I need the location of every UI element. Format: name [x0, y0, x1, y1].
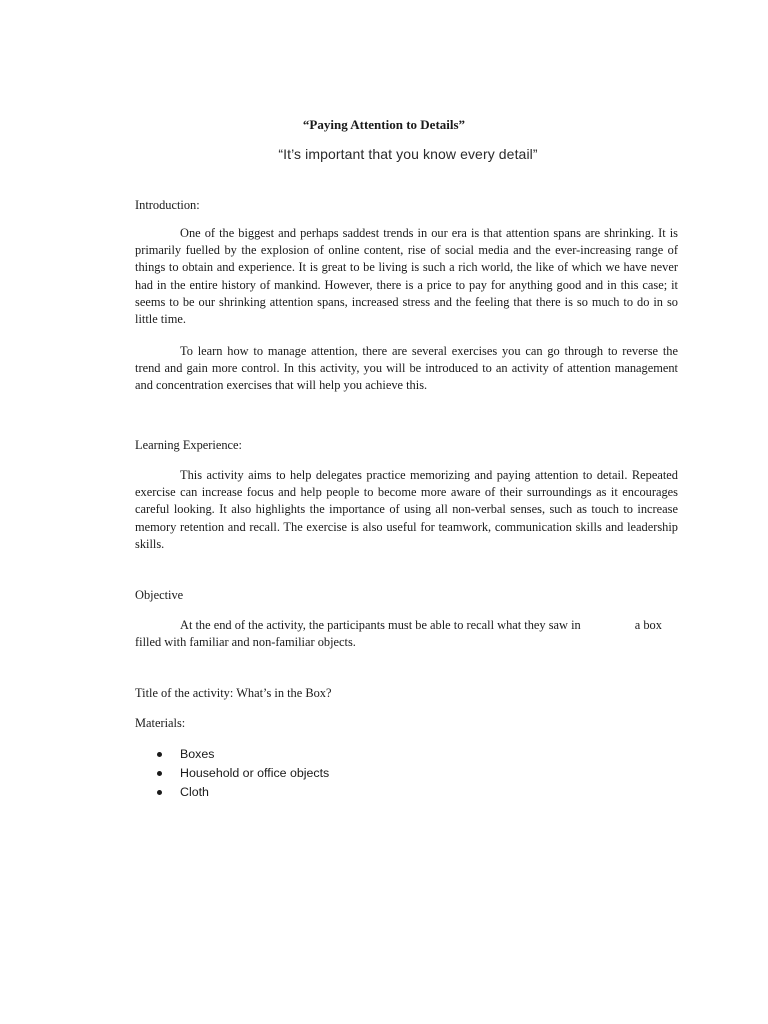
objective-text-line-2: filled with familiar and non-familiar objects.: [135, 635, 356, 649]
bullet-icon: [157, 771, 162, 776]
objective-text-part-a: At the end of the activity, the participants must be able to recall what they saw in: [180, 618, 581, 632]
introduction-heading: Introduction:: [135, 198, 200, 212]
materials-heading: Materials:: [135, 716, 186, 730]
introduction-paragraph-1: One of the biggest and perhaps saddest trends in our era is that attention spans are shrinking. It is primarily fuelled by the explosion of online content, rise of social media and the ever-increasing range of things to obtain and experience. It is great to be living is such a rich world, the like of which we have never had in the entire history of mankind. However, there is a price to pay for anything good and in this case; it seems to be our shrinking attention spans, increased stress and the feeling that there is so much to do in so little time.: [135, 226, 678, 327]
learning-experience-heading: Learning Experience:: [135, 438, 242, 452]
learning-experience-paragraph: This activity aims to help delegates practice memorizing and paying attention to detail. Repeated exercise can increase focus and help people to become more aware of their surroundings as it encourages careful looking. It also highlights the importance of using all non-verbal senses, such as touch to increase memory retention and recall. The exercise is also useful for teamwork, communication skills and leadership skills.: [135, 468, 678, 551]
objective-text-part-b: a box: [634, 618, 662, 632]
introduction-paragraph-2: To learn how to manage attention, there are several exercises you can go through to reverse the trend and gain more control. In this activity, you will be introduced to an activity of attention management and concentration exercises that will help you achieve this.: [135, 344, 678, 393]
list-item: Boxes: [135, 745, 329, 764]
bullet-icon: [157, 752, 162, 757]
objective-text-line-1: [135, 617, 678, 634]
activity-title: Title of the activity: What’s in the Box?: [135, 686, 332, 700]
materials-list: [135, 745, 329, 802]
objective-heading: Objective: [135, 588, 184, 602]
list-item: Household or office objects: [135, 764, 329, 783]
document-title: “Paying Attention to Details”: [302, 117, 466, 132]
bullet-icon: [157, 790, 162, 795]
document-subtitle: “It’s important that you know every detail”: [278, 146, 538, 162]
list-item: Cloth: [135, 783, 329, 802]
